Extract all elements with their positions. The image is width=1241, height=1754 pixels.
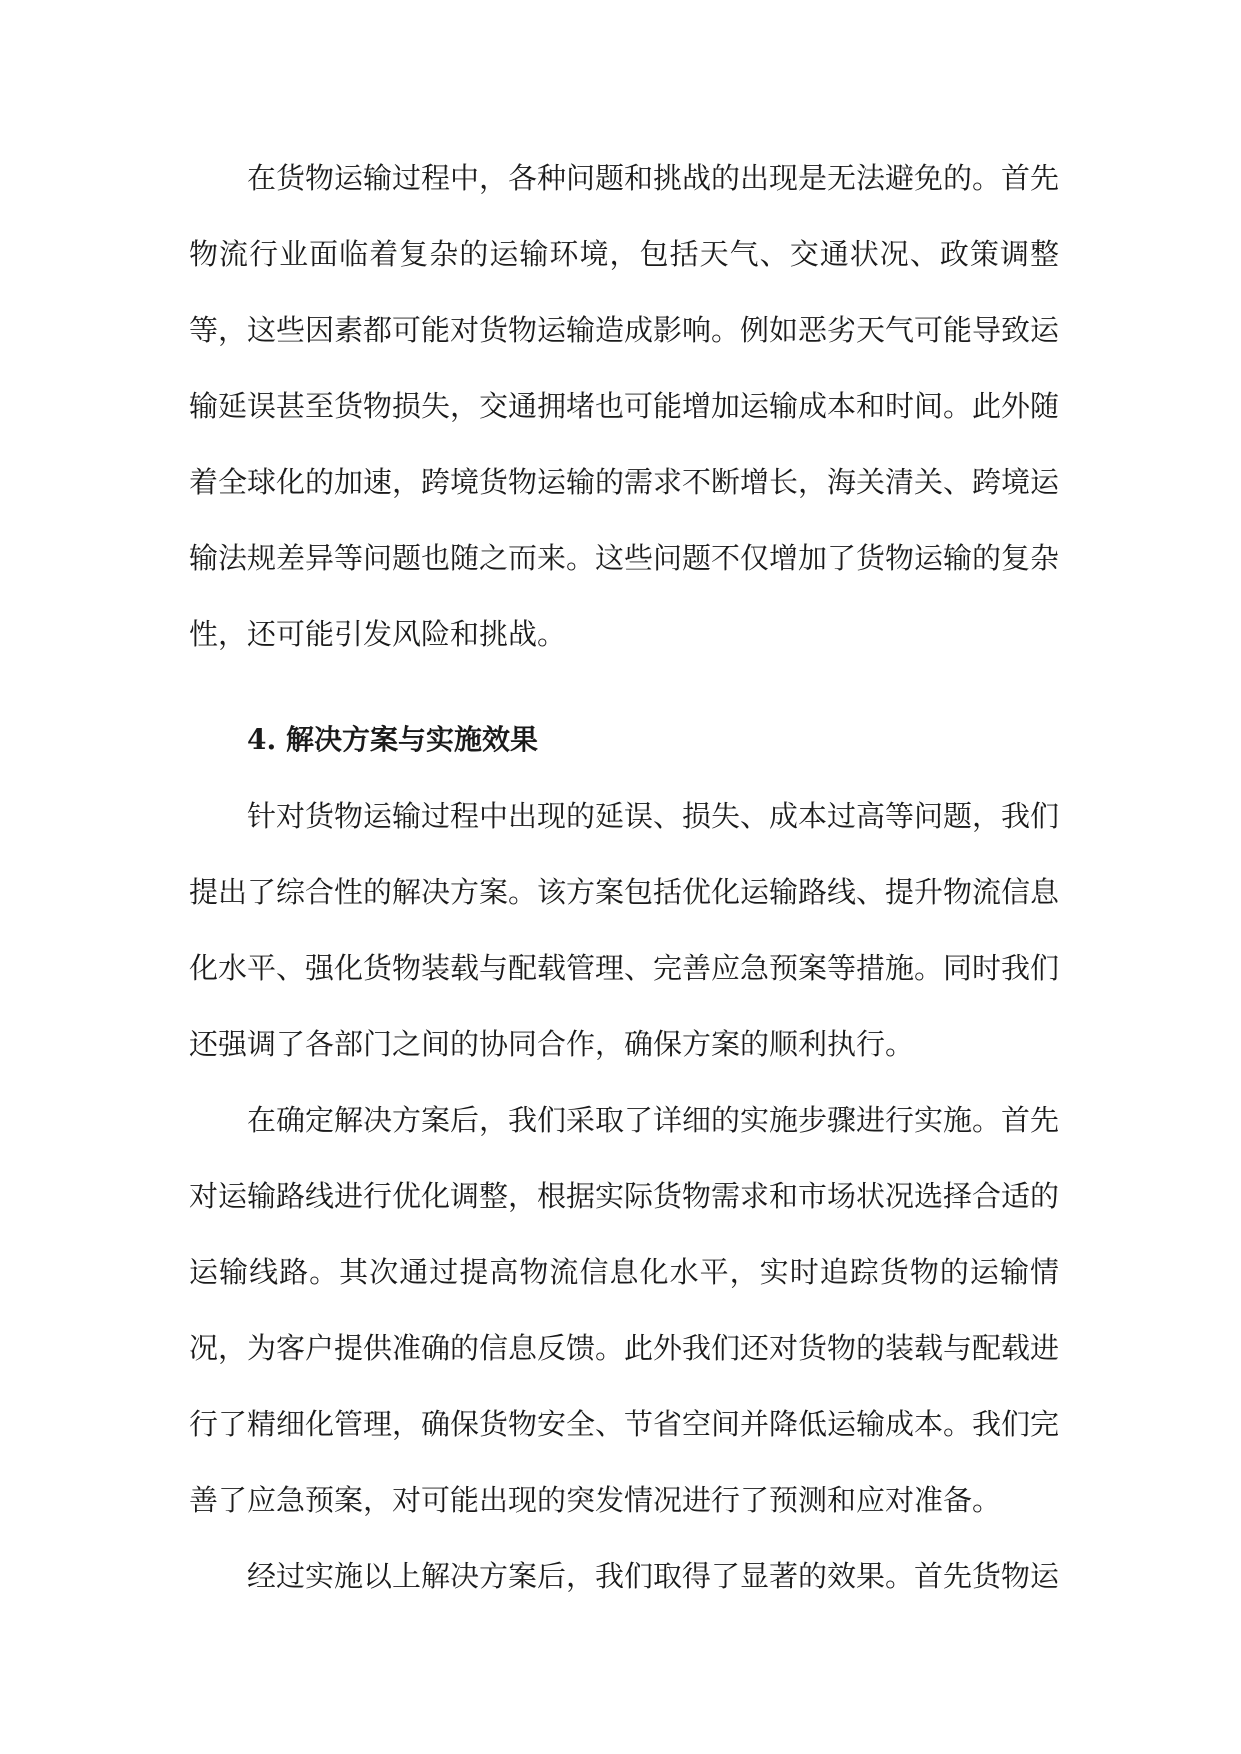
paragraph-challenges: 在货物运输过程中，各种问题和挑战的出现是无法避免的。首先物流行业面临着复杂的运输环境，包括天气、交通状况、政策调整等，这些因素都可能对货物运输造成影响。例如恶劣天气可能导致运输延误甚至货物损失，交通拥堵也可能增加运输成本和时间。此外随着全球化的加速，跨境货物运输的需求不断增长，海关清关、跨境运输法规差异等问题也随之而来。这些问题不仅增加了货物运输的复杂性，还可能引发风险和挑战。 (189, 161, 1060, 651)
paragraph-solution: 针对货物运输过程中出现的延误、损失、成本过高等问题，我们提出了综合性的解决方案。该方案包括优化运输路线、提升物流信息化水平、强化货物装载与配载管理、完善应急预案等措施。同时我们还强调了各部门之间的协同合作，确保方案的顺利执行。 (189, 799, 1060, 1061)
paragraph-implementation: 在确定解决方案后，我们采取了详细的实施步骤进行实施。首先对运输路线进行优化调整，根据实际货物需求和市场状况选择合适的运输线路。其次通过提高物流信息化水平，实时追踪货物的运输情况，为客户提供准确的信息反馈。此外我们还对货物的装载与配载进行了精细化管理，确保货物安全、节省空间并降低运输成本。我们完善了应急预案，对可能出现的突发情况进行了预测和应对准备。 (189, 1103, 1060, 1517)
section-heading: 4. 解决方案与实施效果 (247, 723, 538, 756)
document-page (189, 140, 1059, 1614)
paragraph-effects: 经过实施以上解决方案后，我们取得了显著的效果。首先货物运 (247, 1559, 1060, 1593)
